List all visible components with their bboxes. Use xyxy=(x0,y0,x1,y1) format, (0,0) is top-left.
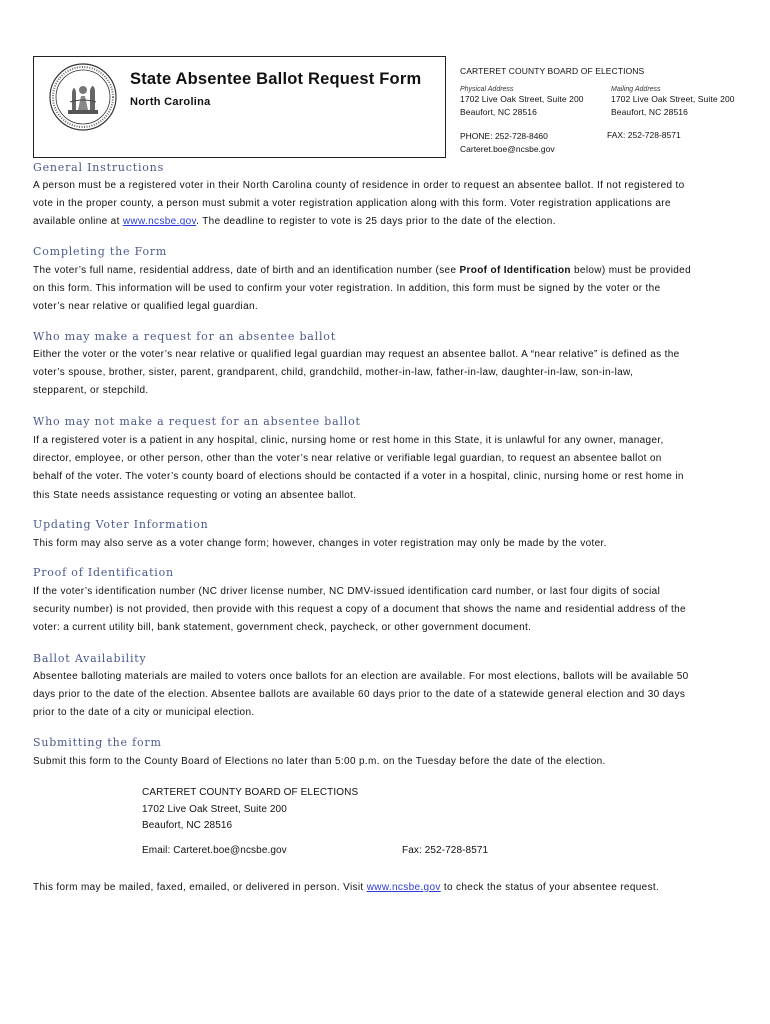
footer-note xyxy=(33,882,659,893)
section-heading-general: General Instructions xyxy=(33,161,165,174)
physical-address-line2: Beaufort, NC 28516 xyxy=(460,107,537,117)
section-body-who-may-not xyxy=(33,432,743,505)
physical-address xyxy=(460,86,584,119)
text-line: Absentee balloting materials are mailed to voters once ballots for an election are available. For most elections, ballots will be available 50 xyxy=(33,671,689,682)
section-body-completing xyxy=(33,262,743,317)
text-line xyxy=(33,262,743,280)
section-heading-who-may: Who may make a request for an absentee ballot xyxy=(33,330,336,343)
text-span: . The deadline to register to vote is 25 days prior to the date of the election. xyxy=(196,216,556,228)
mailing-address-line1: 1702 Live Oak Street, Suite 200 xyxy=(611,94,735,104)
section-heading-completing: Completing the Form xyxy=(33,245,168,258)
submit-address-line1: 1702 Live Oak Street, Suite 200 xyxy=(142,803,287,815)
fax-number: FAX: 252-728-8571 xyxy=(607,130,681,140)
text-line: Either the voter or the voter’s near relative or qualified legal guardian may request an absentee ballot. A “near relative” is defined as the xyxy=(33,349,680,360)
physical-address-label: Physical Address xyxy=(460,86,514,93)
submit-address-block xyxy=(142,785,358,835)
section-heading-availability: Ballot Availability xyxy=(33,652,147,665)
text-span: below) must be provided xyxy=(570,265,691,276)
email-address: Carteret.boe@ncsbe.gov xyxy=(460,144,555,154)
submit-fax: Fax: 252-728-8571 xyxy=(402,845,489,856)
text-span: available online at xyxy=(33,216,123,228)
text-line: This form may also serve as a voter change form; however, changes in voter registration may only be made by the voter. xyxy=(33,538,607,549)
mailing-address-label: Mailing Address xyxy=(611,86,661,93)
ncsbe-link[interactable]: www.ncsbe.gov xyxy=(122,216,197,228)
section-body-availability xyxy=(33,668,743,723)
section-body-proof xyxy=(33,583,743,638)
text-line: stepparent, or stepchild. xyxy=(33,385,149,397)
text-line: days prior to the date of the election. Absentee ballots are available 60 days prior to the date of a statewide general election and 30 days xyxy=(33,689,686,701)
form-subtitle: North Carolina xyxy=(130,96,211,108)
board-name: CARTERET COUNTY BOARD OF ELECTIONS xyxy=(460,66,645,76)
ncsbe-footer-link[interactable]: www.ncsbe.gov xyxy=(366,882,441,893)
text-line: on this form. This information will be used to confirm your voter registration. In addition, this form must be signed by the voter or the xyxy=(33,283,661,295)
text-line: vote in the proper county, a person must submit a voter registration application along with this form. Voter registration applications are xyxy=(33,198,671,210)
phone-number: PHONE: 252-728-8460 xyxy=(460,131,548,141)
text-span: The voter’s full name, residential address, date of birth and an identification number (see xyxy=(33,265,460,276)
text-line: If a registered voter is a patient in any hospital, clinic, nursing home or rest home in this State, it is unlawful for any owner, manager, xyxy=(33,435,664,446)
text-line: behalf of the voter. The voter’s county board of elections should be contacted if a voter in a hospital, clinic, nursing home or rest home in xyxy=(33,471,684,483)
form-title: State Absentee Ballot Request Form xyxy=(130,70,422,88)
bold-text: Proof of Identification xyxy=(459,265,571,276)
text-line: voter: a current utility bill, bank statement, government check, paycheck, or other government document. xyxy=(33,622,532,634)
mailing-address xyxy=(611,86,735,119)
text-span: to check the status of your absentee request. xyxy=(440,882,660,893)
text-line: prior to the date of a city or municipal election. xyxy=(33,707,255,719)
submit-email: Email: Carteret.boe@ncsbe.gov xyxy=(142,845,287,856)
text-line: director, employee, or other person, other than the voter’s near relative or verifiable legal guardian, to request an absentee ballot on xyxy=(33,453,662,465)
text-line: voter’s near relative or qualified legal guardian. xyxy=(33,301,259,313)
submit-address-line2: Beaufort, NC 28516 xyxy=(142,820,233,832)
section-body-updating xyxy=(33,535,743,553)
text-span: This form may be mailed, faxed, emailed, or delivered in person. Visit xyxy=(33,882,367,893)
section-body-who-may xyxy=(33,346,743,401)
section-heading-submitting: Submitting the form xyxy=(33,736,162,749)
section-heading-who-may-not: Who may not make a request for an absentee ballot xyxy=(33,415,361,428)
section-body-general xyxy=(33,177,743,232)
text-line: voter’s spouse, brother, sister, parent, grandparent, child, grandchild, mother-in-law, father-in-law, daughter-in-law, son-in-law, xyxy=(33,367,634,379)
text-line: If the voter’s identification number (NC driver license number, NC DMV-issued identification card number, or last four digits of social xyxy=(33,586,661,597)
submit-board-name: CARTERET COUNTY BOARD OF ELECTIONS xyxy=(142,787,359,798)
text-line: A person must be a registered voter in their North Carolina county of residence in order to request an absentee ballot. If not registered to xyxy=(33,180,685,191)
section-heading-updating: Updating Voter Information xyxy=(33,518,209,531)
text-line: this State needs assistance requesting or voting an absentee ballot. xyxy=(33,489,357,501)
section-body-submitting xyxy=(33,753,743,771)
mailing-address-line2: Beaufort, NC 28516 xyxy=(611,107,688,117)
contact-block xyxy=(460,130,555,156)
text-line: Submit this form to the County Board of Elections no later than 5:00 p.m. on the Tuesday before the date of the election. xyxy=(33,756,606,767)
text-line xyxy=(33,213,743,231)
state-seal-icon xyxy=(48,62,118,132)
text-line: security number) is not provided, then provide with this request a copy of a document that shows the name and residential address of the xyxy=(33,604,686,616)
section-heading-proof: Proof of Identification xyxy=(33,566,174,579)
physical-address-line1: 1702 Live Oak Street, Suite 200 xyxy=(460,94,584,104)
